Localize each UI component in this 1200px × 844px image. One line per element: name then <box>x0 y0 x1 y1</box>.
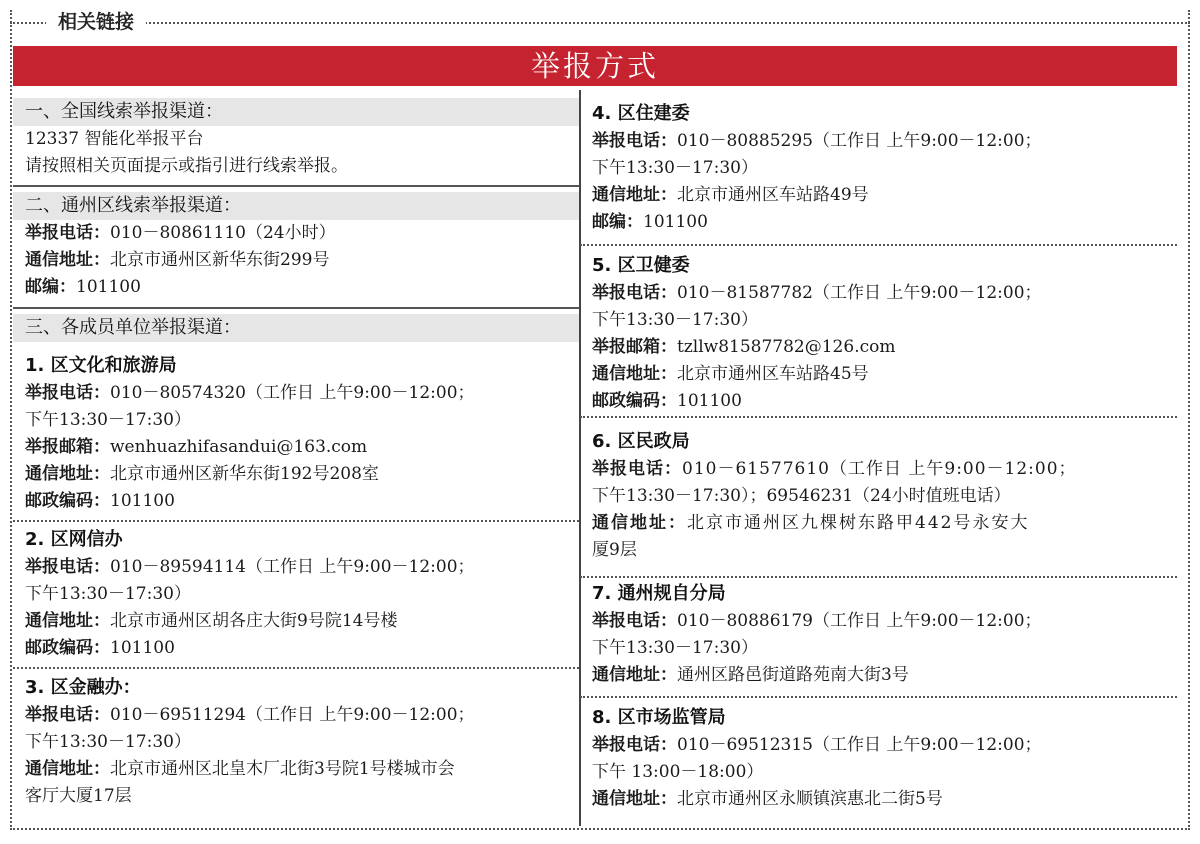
unit-separator <box>13 667 579 669</box>
phone-line-cont: 下午13:30－17:30） <box>25 584 191 604</box>
zip-label: 邮编： <box>25 277 76 297</box>
address-line-cont: 厦9层 <box>592 540 637 560</box>
unit-culture-tourism <box>13 352 579 515</box>
address-line <box>13 608 579 635</box>
phone-line-cont: 下午13:30－17:30） <box>25 410 191 430</box>
address-line <box>13 461 579 488</box>
address-value: 北京市通州区九棵树东路甲442号永安大 <box>687 513 1030 533</box>
address-line <box>13 247 579 274</box>
email-label: 举报邮箱： <box>25 437 110 457</box>
address-line <box>580 662 1177 689</box>
address-label: 通信地址： <box>592 665 677 685</box>
phone-value: 010－61577610（工作日 上午9:00－12:00； <box>682 459 1077 479</box>
unit-name: 8. 区市场监管局 <box>592 707 726 728</box>
zip-value: 101100 <box>110 491 175 511</box>
unit-planning-resources <box>580 580 1177 689</box>
phone-line <box>580 128 1177 155</box>
phone-label: 举报电话： <box>592 459 682 479</box>
phone-value: 010－69512315（工作日 上午9:00－12:00； <box>677 735 1042 755</box>
phone-value: 010－80886179（工作日 上午9:00－12:00； <box>677 611 1042 631</box>
phone-line <box>13 220 579 247</box>
email-label: 举报邮箱： <box>592 337 677 357</box>
phone-line-cont: 下午13:30－17:30）；69546231（24小时值班电话） <box>592 486 1011 506</box>
unit-market-supervision <box>580 704 1177 813</box>
address-line <box>580 361 1177 388</box>
unit-cyberspace <box>13 526 579 662</box>
address-value: 北京市通州区新华东街299号 <box>110 250 330 270</box>
address-label: 通信地址： <box>592 185 677 205</box>
unit-separator <box>13 520 579 522</box>
phone-value: 010－69511294（工作日 上午9:00－12:00； <box>110 705 475 725</box>
address-label: 通信地址： <box>25 759 110 779</box>
email-value: tzllw81587782@126.com <box>677 337 896 357</box>
email-line <box>13 434 579 461</box>
zip-value: 101100 <box>643 212 708 232</box>
unit-name: 4. 区住建委 <box>592 103 690 124</box>
zip-line <box>13 635 579 662</box>
unit-name: 1. 区文化和旅游局 <box>25 355 177 376</box>
right-column <box>580 90 1177 828</box>
address-label: 通信地址： <box>25 611 110 631</box>
phone-value: 010－81587782（工作日 上午9:00－12:00； <box>677 283 1042 303</box>
phone-line-cont: 下午 13:00－18:00） <box>592 762 764 782</box>
report-methods-banner: 举报方式 <box>13 46 1177 86</box>
unit-housing-construction <box>580 100 1177 236</box>
unit-civil-affairs <box>580 428 1177 564</box>
zip-line <box>580 388 1177 415</box>
zip-label: 邮政编码： <box>592 391 677 411</box>
address-line <box>13 756 579 783</box>
address-line <box>580 786 1177 813</box>
phone-label: 举报电话： <box>25 383 110 403</box>
address-value: 通州区路邑街道路苑南大街3号 <box>677 665 909 685</box>
address-label: 通信地址： <box>25 250 110 270</box>
unit-health <box>580 252 1177 415</box>
section-title: 三、各成员单位举报渠道： <box>13 314 579 342</box>
address-label: 通信地址： <box>25 464 110 484</box>
unit-finance <box>13 674 579 810</box>
zip-line <box>13 274 579 301</box>
related-links-label: 相关链接 <box>46 10 146 34</box>
unit-separator <box>580 696 1177 698</box>
address-value: 北京市通州区永顺镇滨惠北二街5号 <box>677 789 943 809</box>
address-label: 通信地址： <box>592 364 677 384</box>
email-line <box>580 334 1177 361</box>
address-label: 通信地址： <box>592 513 687 533</box>
section-separator <box>13 185 579 187</box>
address-value: 北京市通州区新华东街192号208室 <box>110 464 379 484</box>
unit-name: 5. 区卫健委 <box>592 255 690 276</box>
phone-label: 举报电话： <box>592 735 677 755</box>
unit-separator <box>580 244 1177 246</box>
phone-line <box>580 608 1177 635</box>
phone-value: 010－80885295（工作日 上午9:00－12:00； <box>677 131 1042 151</box>
phone-line <box>13 702 579 729</box>
zip-label: 邮编： <box>592 212 643 232</box>
zip-value: 101100 <box>677 391 742 411</box>
section-separator <box>13 307 579 309</box>
phone-label: 举报电话： <box>25 557 110 577</box>
phone-line <box>13 554 579 581</box>
unit-separator <box>580 576 1177 578</box>
unit-name: 3. 区金融办： <box>25 677 141 698</box>
phone-line <box>13 380 579 407</box>
unit-name: 7. 通州规自分局 <box>592 583 726 604</box>
email-value: wenhuazhifasandui@163.com <box>110 437 368 457</box>
unit-name: 2. 区网信办 <box>25 529 123 550</box>
zip-value: 101100 <box>76 277 141 297</box>
phone-label: 举报电话： <box>25 223 110 243</box>
phone-label: 举报电话： <box>592 611 677 631</box>
phone-line <box>580 456 1177 483</box>
zip-label: 邮政编码： <box>25 491 110 511</box>
phone-label: 举报电话： <box>592 131 677 151</box>
address-label: 通信地址： <box>592 789 677 809</box>
zip-line <box>580 209 1177 236</box>
zip-value: 101100 <box>110 638 175 658</box>
section-title: 一、全国线索举报渠道： <box>13 98 579 126</box>
phone-line <box>580 280 1177 307</box>
left-column <box>13 90 579 828</box>
address-line <box>580 510 1177 537</box>
address-line-cont: 客厅大厦17层 <box>25 786 132 806</box>
zip-label: 邮政编码： <box>25 638 110 658</box>
unit-name: 6. 区民政局 <box>592 431 690 452</box>
phone-line-cont: 下午13:30－17:30） <box>592 158 758 178</box>
instruction-line: 请按照相关页面提示或指引进行线索举报。 <box>25 156 348 176</box>
tongzhou-channel-section <box>13 192 579 301</box>
address-line <box>580 182 1177 209</box>
phone-value: 010－89594114（工作日 上午9:00－12:00； <box>110 557 475 577</box>
phone-value: 010－80574320（工作日 上午9:00－12:00； <box>110 383 475 403</box>
phone-line-cont: 下午13:30－17:30） <box>592 310 758 330</box>
phone-label: 举报电话： <box>25 705 110 725</box>
phone-line-cont: 下午13:30－17:30） <box>25 732 191 752</box>
address-value: 北京市通州区车站路45号 <box>677 364 869 384</box>
address-value: 北京市通州区北皇木厂北街3号院1号楼城市会 <box>110 759 455 779</box>
phone-line <box>580 732 1177 759</box>
section-title: 二、通州区线索举报渠道： <box>13 192 579 220</box>
address-value: 北京市通州区胡各庄大街9号院14号楼 <box>110 611 398 631</box>
zip-line <box>13 488 579 515</box>
platform-line: 12337 智能化举报平台 <box>25 129 204 149</box>
phone-label: 举报电话： <box>592 283 677 303</box>
national-channel-section <box>13 98 579 180</box>
phone-line-cont: 下午13:30－17:30） <box>592 638 758 658</box>
unit-separator <box>580 416 1177 418</box>
member-units-section <box>13 314 579 342</box>
phone-value: 010－80861110（24小时） <box>110 223 336 243</box>
address-value: 北京市通州区车站路49号 <box>677 185 869 205</box>
